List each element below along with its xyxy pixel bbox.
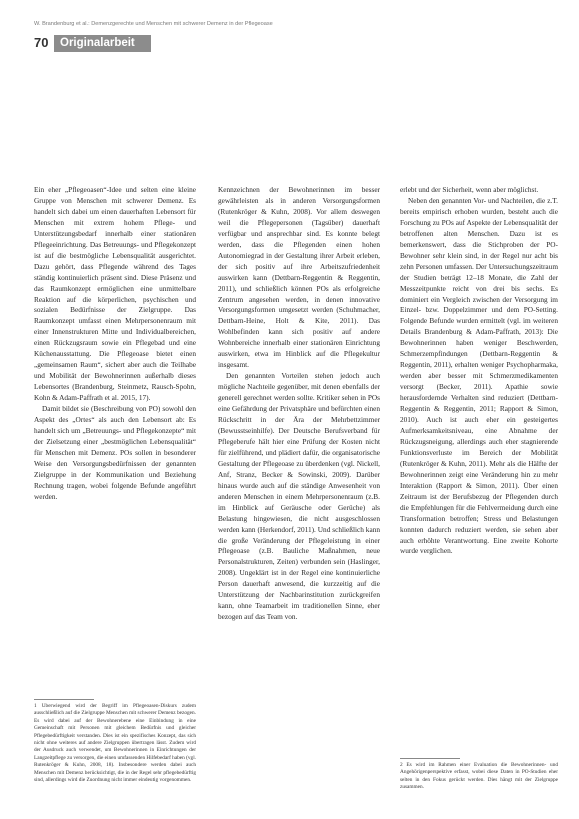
- text-column-left: [34, 185, 196, 705]
- footnote-text: 1 Überwiegend wird der Begriff im Pflegeoasen-Diskurs zudem ausschließlich auf die Zielgruppe Menschen mit schwerer Demenz bezogen. Es wird dabei auf der Bewohnerebene eine Einbindung in eine Gemeinschaft mit Personen mit gleichem Bedürfnis und gleicher Pflegebedürftigkeit verstanden. Dies ist ein spezifisches Konzept, das sich nicht ohne weiteres auf andere Zielgruppen übertragen lässt. Zudem wird der Ausdruck auch verwendet, um Bewohnerinnen in Einrichtungen der Langzeitpflege zu versorgen, die einen umfassenden Hilfebedarf haben (vgl. Rutenkröger & Kuhn, 2008, 18). Insbesondere werden dabei auch Menschen mit Demenz berücksichtigt, die in der Regel sehr pflegebedürftig sind, allerdings wird die Zuordnung nicht immer eindeutig vorgenommen.: [34, 703, 196, 784]
- running-head: W. Brandenburg et al.: Demenzgerechte und Menschen mit schwerer Demenz in der Pflegeoase: [34, 21, 273, 27]
- text-column-right: [400, 185, 558, 677]
- paragraph: Damit bildet sie (Beschreibung von PO) sowohl den Aspekt des „Ortes“ als auch den Lebensort ab: Es handelt sich um „Betreuungs- und Pflegekonzepte“ mit der Zielsetzung einer „bestmöglichen Lebensqualität“ für Menschen mit Demenz. POs sollen in besonderer Weise den Versorgungsbedürfnissen der genannten Zielgruppe in der Kommunikation und Beziehung Rechnung tragen, wobei folgende Befunde angeführt werden.: [34, 404, 196, 501]
- paragraph: Den genannten Vorteilen stehen jedoch auch mögliche Nachteile gegenüber, mit denen ebenfalls der generell gerechnet werden sollte. Kritiker sehen in POs eine Gefährdung der Privatsphäre und befürchten einen Rückschritt in der Ära der Mehrbettzimmer (Bewusstseinhilfe). Der Deutsche Berufsverband für Pflegeberufe hält hier eine Prüfung der Kosten nicht für zielführend, und plädiert dafür, die organisatorische Gestaltung der Pflegeoase zu überdenken (vgl. Nickell, Anf, Stranz, Becker & Sowinski, 2009). Darüber hinaus wurde auch auf die ständige Anwesenheit von anderen Menschen in einem Mehrpersonenraum (z.B. im Hinblick auf Geräusche oder Gerüche) als Belastung hingewiesen, die nicht ausgeschlossen werden kann (Herkendorf, 2011). Und schließlich kann die große Veränderung der Pflegeleistung in einer Pflegeoase (z.B. Bauliche Maßnahmen, neue Personalstrukturen, Zeiten) verbunden sein (Haslinger, 2008). Ungeklärt ist in der Regel eine kontinuierliche Person dauerhaft anwesend, die kurzzeitig auf die Unterstützung der Nachbarinstitution zurückgreifen kann, ohne Teamarbeit im traditionellen Sinne, eher bezogen auf das Team von.: [218, 371, 380, 622]
- footnote-divider: [400, 758, 460, 759]
- section-label: Originalarbeit: [54, 35, 151, 52]
- footnote-divider: [34, 699, 94, 700]
- text-column-middle: [218, 185, 380, 805]
- paragraph: Kennzeichnen der Bewohnerinnen im besser gewährleisten als in anderen Versorgungsformen (Rutenkröger & Kuhn, 2008). Vor allem deswegen weil die Pflegepersonen (Tagsüber) dauerhaft verfügbar und ansprechbar sind. Es konnte belegt werden, dass die Pflegenden einen hohen Autonomiegrad in der Gestaltung ihrer Arbeit erleben, der sich positiv auf ihre Arbeitszufriedenheit auswirken kann (Dettbarn-Reggentin & Reggentin, 2011), und schließlich können POs als erfolgreiche Zentrum angesehen werden, in denen innovative Versorgungsformen umgesetzt werden (Schuhmacher, Dettbarn-Heine, Holt & Kite, 2011). Das Wohlbefinden kann sich positiv auf andere Wohnbereiche innerhalb einer stationären Einrichtung auswirken, etwa im Hinblick auf die Pflegekultur insgesamt.: [218, 185, 380, 370]
- footnote-left: [34, 703, 196, 803]
- paragraph: Ein eher „Pflegeoasen“-Idee und selten eine kleine Gruppe von Menschen mit schwerer Demenz. Es handelt sich dabei um einen dauerhaften Lebensort für Menschen mit extrem hohem Pflege- und Unterstützungsbedarf innerhalb einer stationären Pflegeeinrichtung. Das Betreuungs- und Pflegekonzept ist auf die bestmögliche Lebensqualität ausgerichtet. Dazu gehört, dass Pflegende während des Tages ständig kontinuierlich präsent sind. Diese Präsenz und das Raumkonzept ermöglichen eine unmittelbare Reaktion auf die körperlichen, psychischen und sozialen Bedürfnisse der Zielgruppe. Das Raumkonzept umfasst einen Mehrpersonenraum mit einer Innenstrukturen Mitte und Individualbereichen, einen Rückzugsraum sowie ein Pflegebad und eine Küchenausstattung. Die Pflegeoase bietet einen „gemeinsamen Raum“, sichert aber auch die Teilhabe und Mobilität der Bewohnerinnen außerhalb dieses Lebensortes (Brandenburg, Steinmetz, Rausch-Spohn, Kohn & Adam-Paffrath et al. 2015, 17).: [34, 185, 196, 403]
- paragraph: Neben den genannten Vor- und Nachteilen, die z.T. bereits empirisch erhoben wurden, besteht auch die Forschung zu POs auf Aspekte der Lebensqualität der betroffenen alten Menschen. Dazu ist es bemerkenswert, dass die Stichproben der PO-Bewohner sehr klein sind, in der Regel nur acht bis zehn Personen umfassen. Der Untersuchungszeitraum der Studien beträgt 12–18 Monate, die Zahl der Messzeitpunkte reicht von drei bis sechs. Es dominiert ein Vergleich zwischen der Versorgung im Einzel- bzw. Doppelzimmer und dem PO-Setting. Folgende Befunde wurden ermittelt (vgl. im weiteren Details Brandenburg & Adam-Paffrath, 2013): Die Bewohnerinnen haben weniger Beschwerden, Schmerzempfindungen (Dettbarn-Reggentin & Reggentin, 2011), erhalten weniger Psychopharmaka, werden aber besser mit Schmerzmedikamenten versorgt (Becker, 2011). Apathie sowie herausfordernde Verhalten sind reduziert (Dettbarn-Reggentin & Reggentin, 2011; Rapport & Simon, 2010). Auch ist auch eher ein gesteigertes Aufmerksamkeitsniveau, eine Abnahme der Rückzugsneigung, allerdings auch eher stagnierende Funktionsverluste im Bereich der Mobilität (Rutenkröger & Kuhn, 2011). Mehr als die Hälfte der Bewohnerinnen zeigt eine Veränderung hin zu mehr Interaktion (Rapport & Simon, 2011). Über einen Zeitraum ist der Berufsbezug der Pflegenden durch die Empfehlungen für die Fehlvermeidung durch eine Transformation betroffen; Stress und Belastungen konnten dadurch reduziert werden, sie sehen aber auch erhöhte Verantwortung. Eine zweite Kohorte wurde verglichen.: [400, 195, 558, 556]
- page-number: 70: [34, 35, 49, 50]
- footnote-right: [400, 762, 558, 794]
- paragraph: erlebt und der Sicherheit, wenn aber möglichst.: [400, 185, 539, 194]
- footnote-text: 2 Es wird im Rahmen einer Evaluation die Bewohnerinnen- und Angehörigenperspektive erfasst, wobei diese Daten in PO-Studien eher selten in den Fokus gerückt werden. Dies hängt mit der Zielgruppe zusammen.: [400, 762, 558, 791]
